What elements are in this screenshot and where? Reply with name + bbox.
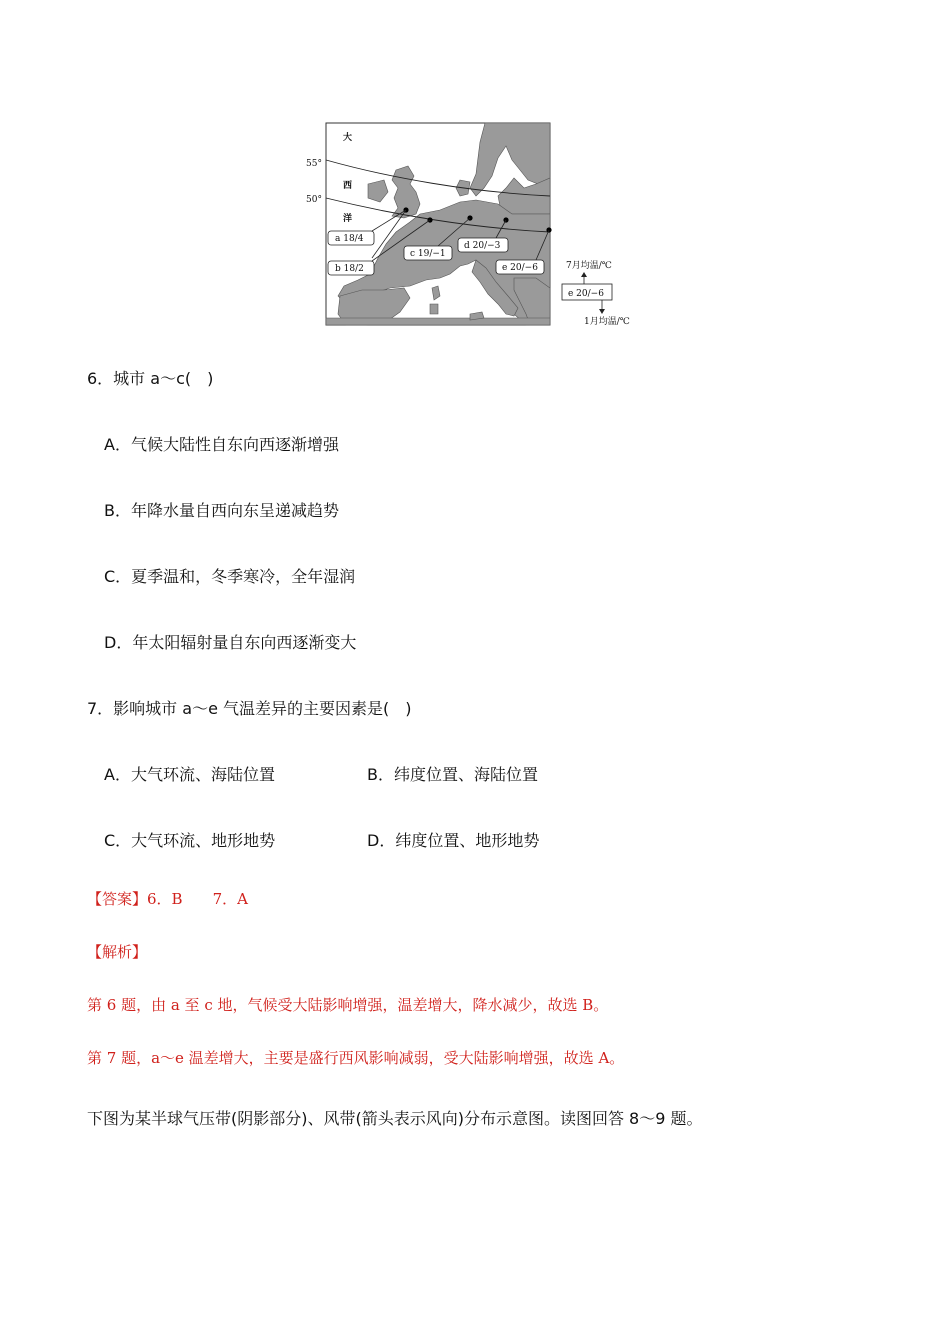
question-6-option-c: C．夏季温和，冬季寒冷，全年湿润 [104,567,356,586]
latitude-label-55: 55° [306,159,322,169]
question-6-stem: 6．城市 a～c( ) [87,369,214,388]
question-6-option-d: D．年太阳辐射量自东向西逐渐变大 [104,633,357,652]
legend-january-label: 1月均温/℃ [584,317,630,327]
city-label-d: d 20/−3 [464,241,501,251]
answer-line: 【答案】6．B 7．A [87,890,248,908]
question-7-option-a: A．大气环流、海陆位置 [104,765,275,784]
ocean-char-1: 大 [343,133,353,143]
question-6-option-a: A．气候大陆性自东向西逐渐增强 [104,435,339,454]
analysis-header: 【解析】 [87,943,148,961]
city-label-b: b 18/2 [335,264,364,274]
city-label-e: e 20/−6 [502,263,538,273]
analysis-line-6: 第 6 题，由 a 至 c 地，气候受大陆影响增强，温差增大，降水减少，故选 B。 [87,996,609,1014]
city-label-a: a 18/4 [335,234,364,244]
question-7-stem: 7．影响城市 a～e 气温差异的主要因素是( ) [87,699,412,718]
legend-july-label: 7月均温/℃ [566,261,612,271]
legend-example-box: e 20/−6 [568,289,604,299]
latitude-label-50: 50° [306,195,322,205]
question-7-option-d: D．纬度位置、地形地势 [367,831,540,850]
city-label-c: c 19/−1 [410,249,446,259]
ocean-char-3: 洋 [343,214,353,224]
next-question-intro: 下图为某半球气压带(阴影部分)、风带(箭头表示风向)分布示意图。读图回答 8～9 题。 [87,1109,703,1128]
europe-climate-map [300,118,650,332]
question-7-option-c: C．大气环流、地形地势 [104,831,276,850]
question-6-option-b: B．年降水量自西向东呈递减趋势 [104,501,339,520]
question-7-option-b: B．纬度位置、海陆位置 [367,765,538,784]
ocean-char-2: 西 [343,181,353,191]
analysis-line-7: 第 7 题，a～e 温差增大，主要是盛行西风影响减弱，受大陆影响增强，故选 A。 [87,1049,625,1067]
